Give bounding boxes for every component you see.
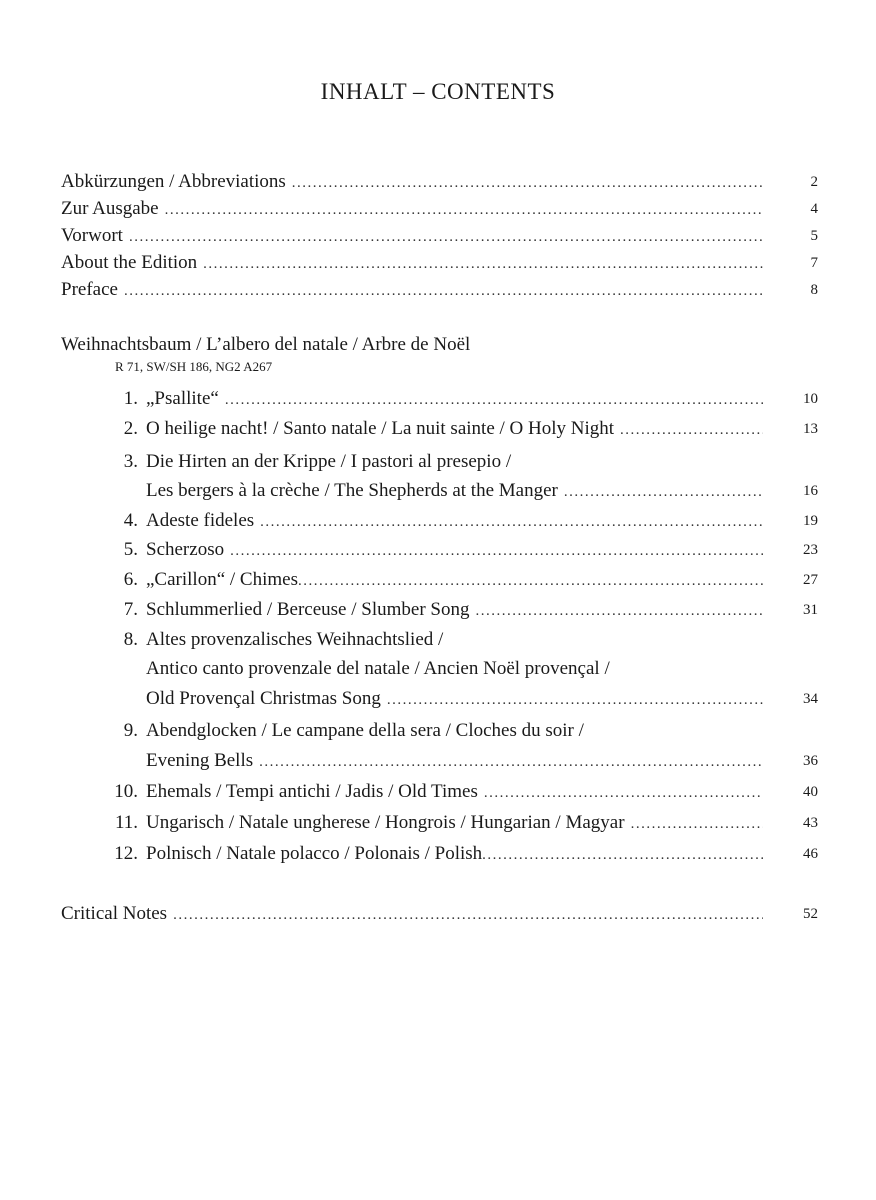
toc-item-8[interactable] [146,686,763,712]
toc-entry-label: Zur Ausgabe [61,198,159,219]
dot-leader [259,749,763,775]
toc-item-label: „Psallite“ [146,388,219,409]
item-number: 12. [114,843,138,864]
item-number: 2. [123,418,138,439]
toc-item-11[interactable] [146,810,763,836]
toc-item-label: Evening Bells [146,750,254,771]
toc-item-6[interactable] [146,567,763,593]
dot-leader [484,780,763,806]
toc-page-number: 4 [810,201,818,217]
dot-leader [260,509,763,535]
toc-item-label: Adeste fideles [146,510,255,531]
section-heading: Weihnachtsbaum / L’albero del natale / Arbre de Noël [61,334,471,355]
toc-page-number: 10 [803,391,818,407]
toc-page-number: 46 [803,846,818,862]
catalog-reference: R 71, SW/SH 186, NG2 A267 [115,359,273,374]
dot-leader [124,278,763,304]
toc-page-number: 52 [803,906,818,922]
toc-page-number: 8 [810,282,818,298]
toc-entry-label: Abkürzungen / Abbreviations [61,171,286,192]
toc-item-10[interactable] [146,779,763,805]
toc-item-label: Schlummerlied / Berceuse / Slumber Song [146,599,470,620]
toc-entry-preface[interactable] [61,277,763,303]
item-number: 6. [123,569,138,590]
toc-item-9-line-1[interactable]: Abendglocken / Le campane della sera / Cloches du soir / [146,720,584,741]
toc-entry-label: Preface [61,279,118,300]
toc-entry-zur-ausgabe[interactable] [61,196,763,222]
dot-leader [387,687,763,713]
toc-item-9[interactable] [146,748,763,774]
dot-leader [475,598,763,624]
toc-page-number: 43 [803,815,818,831]
toc-entry-abbreviations[interactable] [61,169,763,195]
item-number: 9. [123,720,138,741]
toc-page-number: 19 [803,513,818,529]
toc-page-number: 40 [803,784,818,800]
toc-item-label: Ehemals / Tempi antichi / Jadis / Old Times [146,781,478,802]
toc-item-12[interactable] [146,841,763,867]
toc-entry-vorwort[interactable] [61,223,763,249]
dot-leader [230,538,763,564]
toc-item-3-line-1[interactable]: Die Hirten an der Krippe / I pastori al presepio / [146,451,512,472]
toc-item-label: O heilige nacht! / Santo natale / La nuit sainte / O Holy Night [146,418,615,439]
toc-item-8-line-2[interactable]: Antico canto provenzale del natale / Ancien Noël provençal / [146,658,610,679]
toc-item-label: Polnisch / Natale polacco / Polonais / Polish [146,843,483,864]
toc-item-8-line-1[interactable]: Altes provenzalisches Weihnachtslied / [146,629,444,650]
item-number: 1. [123,388,138,409]
toc-entry-about-the-edition[interactable] [61,250,763,276]
toc-item-label: Ungarisch / Natale ungherese / Hongrois / Hungarian / Magyar [146,812,625,833]
dot-leader [165,197,763,223]
dot-leader [225,387,763,413]
dot-leader [298,568,763,594]
toc-page-number: 34 [803,691,818,707]
toc-page-number: 13 [803,421,818,437]
dot-leader [203,251,763,277]
toc-item-3[interactable] [146,478,763,504]
toc-item-2[interactable] [146,416,763,442]
dot-leader [129,224,763,250]
toc-item-label: Scherzoso [146,539,225,560]
dot-leader [631,811,763,837]
toc-entry-critical-notes[interactable] [61,901,763,927]
toc-entry-label: Vorwort [61,225,123,246]
item-number: 11. [114,812,138,833]
toc-page-number: 16 [803,483,818,499]
dot-leader [173,902,763,928]
toc-page-number: 23 [803,542,818,558]
toc-page-number: 31 [803,602,818,618]
item-number: 8. [123,629,138,650]
dot-leader [620,417,763,443]
dot-leader [482,842,763,868]
toc-page-number: 2 [810,174,818,190]
item-number: 5. [123,539,138,560]
item-number: 4. [123,510,138,531]
toc-entry-label: About the Edition [61,252,198,273]
toc-item-7[interactable] [146,597,763,623]
dot-leader [292,170,763,196]
toc-item-1[interactable] [146,386,763,412]
toc-item-4[interactable] [146,508,763,534]
toc-item-label: Old Provençal Christmas Song [146,688,381,709]
toc-page-number: 7 [810,255,818,271]
toc-item-label: Les bergers à la crèche / The Shepherds at the Manger [146,480,558,501]
item-number: 3. [123,451,138,472]
toc-page-number: 27 [803,572,818,588]
toc-page-number: 36 [803,753,818,769]
dot-leader [564,479,763,505]
toc-page-number: 5 [810,228,818,244]
page-title: INHALT – CONTENTS [320,79,556,104]
toc-entry-label: Critical Notes [61,903,168,924]
item-number: 7. [123,599,138,620]
toc-item-5[interactable] [146,537,763,563]
item-number: 10. [114,781,138,802]
toc-item-label: „Carillon“ / Chimes [146,569,298,590]
